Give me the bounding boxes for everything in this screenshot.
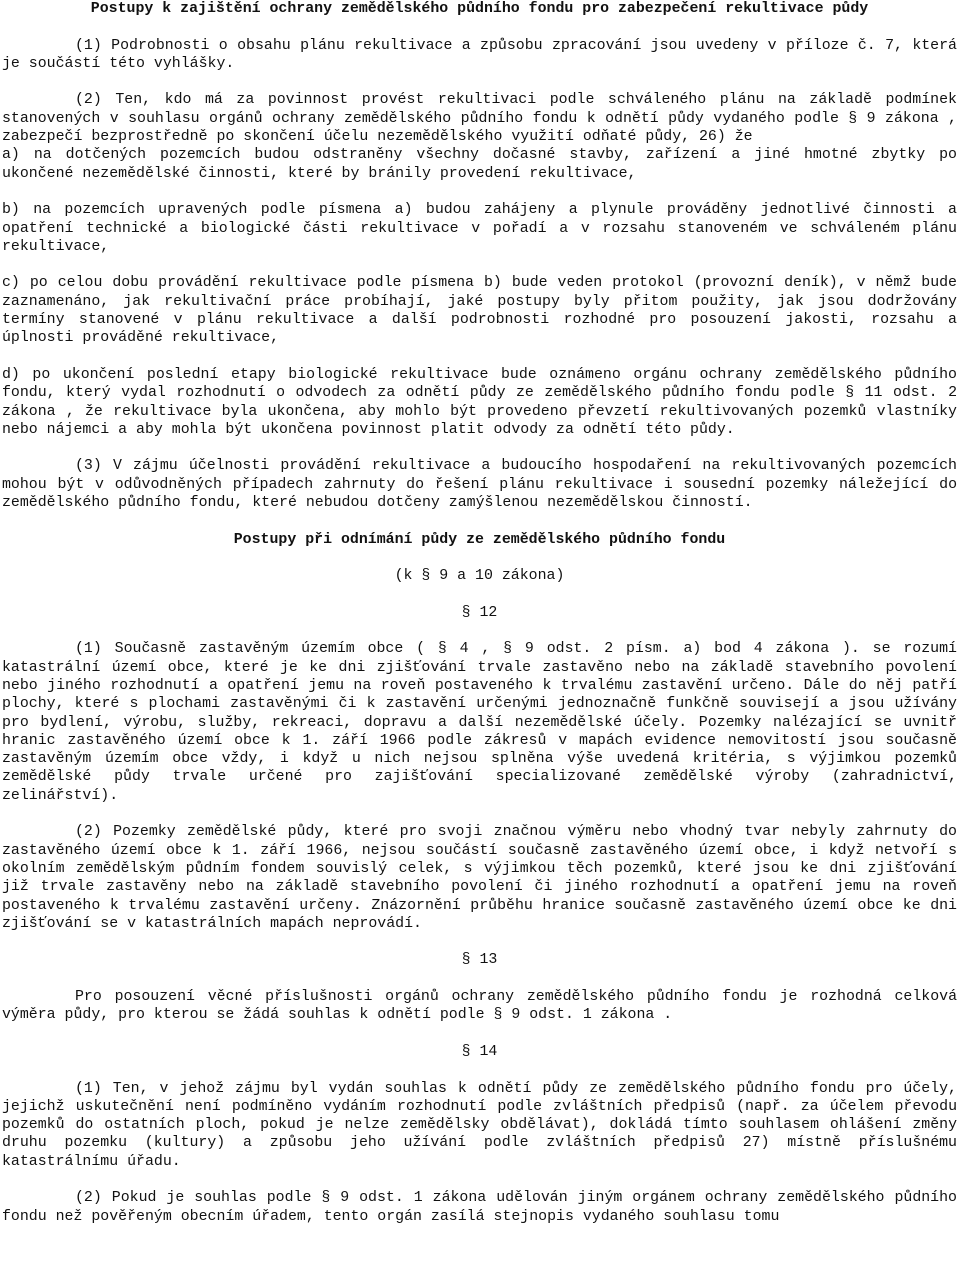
heading-rekultivace: Postupy k zajištění ochrany zemědělského půdního fondu pro zabezpečení rekultivace půdy xyxy=(90,1,869,17)
section-14-paragraph-1: (1) Ten, v jehož zájmu byl vydán souhlas k odnětí půdy ze zemědělského půdního fondu pro účely, jejichž uskutečnění není podmíněno vydáním rozhodnutí podle zvláštních předpisů (např. za účelem převodu pozemků do ostatních ploch, pokud je nelze zemědělsky obdělávat), dokládá tímto souhlasem ohlášení změny druhu pozemku (kultury) a způsobu jeho užívání podle zvláštních předpisů 27) místně příslušnému katastrálnímu úřadu. xyxy=(2,1080,957,1170)
paragraph-2d: d) po ukončení poslední etapy biologické rekultivace bude oznámeno orgánu ochrany zemědělského půdního fondu, který vydal rozhodnutí o odvodech za odnětí půdy ze zemědělského půdního fondu podle § 11 odst. 2 zákona , že rekultivace byla ukončena, aby mohlo být provedeno převzetí rekultivovaných pozemků vlastníky nebo nájemci a aby mohla být ukončena povinnost platit odvody za odnětí této půdy. xyxy=(2,366,957,438)
paragraph-1: (1) Podrobnosti o obsahu plánu rekultivace a způsobu zpracování jsou uvedeny v příloze č. 7, která je součástí této vyhlášky. xyxy=(2,37,957,72)
heading-odnimani-sub: (k § 9 a 10 zákona) xyxy=(394,568,565,585)
section-13-paragraph-1: Pro posouzení věcné příslušnosti orgánů ochrany zemědělského půdního fondu je rozhodná celková výměra půdy, pro kterou se žádá souhlas k odnětí podle § 9 odst. 1 zákona . xyxy=(2,989,957,1024)
section-14-paragraph-2: (2) Pokud je souhlas podle § 9 odst. 1 zákona udělován jiným orgánem ochrany zemědělského půdního fondu než pověřeným obecním úřadem, tento orgán zasílá stejnopis vydaného souhlasu tomu xyxy=(2,1190,957,1225)
section-12-paragraph-1: (1) Současně zastavěným územím obce ( § 4 , § 9 odst. 2 písm. a) bod 4 zákona ). se rozumí katastrální území obce, které je ke dni zjišťování trvale zastavěno nebo na základě stavebního povolení nebo jiného rozhodnutí a opatření jemu na roveň postaveného k trvalému zastavění určeno. Dále do něj patří plochy, které s plochami zastavěnými či k zastavění určenými jednoznačně funkčně souvisejí a jsou užívány pro bydlení, výrobu, služby, rekreaci, dopravu a další nezemědělské účely. Pozemky nalézající se uvnitř hranic zastavěného území obce k 1. září 1966 podle zákresů v mapách evidence nemovitostí jsou současně zastavěným územím obce vždy, i když u nich nejsou splněna výše uvedená kritéria, s výjimkou pozemků zemědělské půdy trvale určené pro zajišťování specializované zemědělské výroby (zahradnictví, zelinářství). xyxy=(2,641,957,804)
document-page xyxy=(2,0,957,1226)
heading-odnimani: Postupy při odnímání půdy ze zemědělského půdního fondu xyxy=(233,531,726,548)
paragraph-3: (3) V zájmu účelnosti provádění rekultivace a budoucího hospodaření na rekultivovaných pozemcích mohou být v odůvodněných případech zahrnuty do řešení plánu rekultivace i sousední pozemky náležející do zemědělského půdního fondu, které nebudou dotčeny zamýšlenou nezemědělskou činností. xyxy=(2,458,957,512)
section-12-paragraph-2: (2) Pozemky zemědělské půdy, které pro svoji značnou výměru nebo vhodný tvar nebyly zahrnuty do zastavěného území obce k 1. září 1966, nejsou součástí současně zastavěného území obce, i když netvoří s okolním zemědělským půdním fondem souvislý celek, s výjimkou těch pozemků, které jsou ke dni zjišťování již trvale zastavěny nebo na základě stavebního povolení či jiného rozhodnutí a opatření jemu na roveň postaveného k trvalému zastavění určeny. Znázornění průběhu hranice současně zastavěného území obce ke dni zjišťování se v katastrálních mapách neprovádí. xyxy=(2,824,957,932)
paragraph-2c: c) po celou dobu provádění rekultivace podle písmena b) bude veden protokol (provozní deník), v němž bude zaznamenáno, jak rekultivační práce probíhají, jaké postupy byly přitom použity, jak jsou dodržovány termíny stanovené v plánu rekultivace a další podrobnosti rozhodné pro posouzení jakosti, rozsahu a úplnosti prováděné rekultivace, xyxy=(2,275,957,347)
paragraph-2: (2) Ten, kdo má za povinnost provést rekultivaci podle schváleného plánu na základě podmínek stanovených v souhlasu orgánů ochrany zemědělského půdního fondu k odnětí půdy vydaného podle § 9 zákona , zabezpečí bezprostředně po skončení účelu nezemědělského využití odňaté půdy, 26) že xyxy=(2,92,957,146)
section-13-title: § 13 xyxy=(461,952,498,969)
paragraph-2b: b) na pozemcích upravených podle písmena a) budou zahájeny a plynule prováděny jednotlivé činnosti a opatření technické a biologické části rekultivace v pořadí a v rozsahu stanoveném ve schváleném plánu rekultivace, xyxy=(2,202,957,255)
section-14-title: § 14 xyxy=(461,1043,498,1060)
section-12-title: § 12 xyxy=(461,604,498,621)
paragraph-2a: a) na dotčených pozemcích budou odstraněny všechny dočasné stavby, zařízení a jiné hmotné zbytky po ukončené nezemědělské činnosti, které by bránily provedení rekultivace, xyxy=(2,147,957,182)
